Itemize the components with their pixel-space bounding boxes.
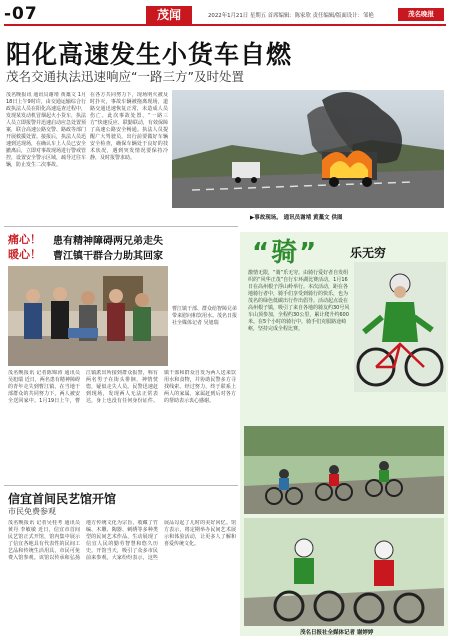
- divider: [4, 226, 238, 227]
- warm-headline-2: 曹江镇干群合力助其回家: [53, 251, 163, 262]
- museum-body: 茂名晚报讯 记者吴桂考 通讯员黄丹 李敏敏 近日，信宜市首间民艺馆正式开馆，馆内集中展示了信宜各地具有代表性的民间工艺品和传统生活用具，市民可免费入馆参观。该馆以传承和弘扬地方传统文化为宗旨，收藏了竹编、木雕、陶器、刺绣等多种类型的民间艺术作品，生动展现了信宜人民的勤劳智慧和悠久历史。开馆当天，吸引了众多市民前来参观，大家纷纷表示，这些展品勾起了儿时的美好回忆。馆方表示，将定期举办民间艺术展示和体验活动，让更多人了解和喜爱传统文化。: [8, 520, 236, 561]
- lead-subheadline: 茂名交通执法迅速响应“一路三方”及时处置: [6, 69, 244, 84]
- cyclist-portrait-illustration: [354, 262, 446, 392]
- warm-photo-caption: 曹江镇干部、群众给智障兄弟带来慰问和饮用水。茂名日报社全媒体记者 吴旭瑞: [172, 306, 238, 326]
- truck-fire-illustration: [172, 90, 444, 208]
- issue-meta: 2022年1月21日 星期五 首席编辑：陈家欣 责任编辑/版面设计：邹艳: [208, 13, 374, 19]
- cycling-riders-illustration: [244, 518, 444, 626]
- paper-logo: 茂名晚报: [398, 8, 444, 21]
- lead-photo-truck-fire: [172, 90, 444, 208]
- cycling-caption: 激情无限，“骑”乐无穷。由骑行爱好者自发组织的“风华正茂”自行车环湖比赛活动，1月16日在高州根子浮山岭举行。本次活动，距在各地骑行者中，骑手们享受到骑行的快乐，也为茂名的绿色低碳出行作出倡导。活动起点设在高州根子镇，吸引了来自各地的骑友约30号风车山顶参加，全程约30公里，累计爬升约600米。在5个小时的骑行中，骑手们克服路途崎岖，坚持完成全程比赛。: [248, 270, 350, 332]
- lead-body-col1: 茂名晚报讯 通讯员谢靖 黄藁文 1月18日上午9时许，由交通运输综合行政执法人员在阳化高速巡查过程中，发现某发动机冒烟起火小货车，执法人员立即报警并迅速启动应急处置预案，联合高速公路交警、路政等部门开展救援处置。接报后，执法人员迅速到达现场，在确认车上人员已安全撤离后，立即对事故现场进行警戒管控，设置安全警示区域，疏导过往车辆，防止发生二次事故。: [6, 92, 86, 168]
- lead-photo-credit: ▶事故现场。 通讯员谢靖 黄藁文 供图: [250, 215, 343, 221]
- divider: [4, 485, 238, 486]
- page-number: -07: [4, 4, 38, 24]
- warm-headline-1: 患有精神障碍两兄弟走失: [53, 236, 163, 247]
- tag-nuanxin: 暖心！: [8, 248, 41, 261]
- cycling-photo-rider: [354, 262, 446, 392]
- cycling-group-illustration: [244, 426, 444, 514]
- cycling-photo-group: [244, 426, 444, 514]
- cycling-headline-word: “骑”: [252, 238, 319, 268]
- museum-subheadline: 市民免费参观: [8, 507, 56, 516]
- tag-tongxin: 痛心！: [8, 233, 41, 246]
- museum-headline: 信宜首间民艺馆开馆: [8, 492, 117, 506]
- section-tag: 茂闻: [146, 6, 192, 24]
- lead-body-col2: 在各方共同努力下，现场明火被及时扑灭，事故车辆被拖离现场，道路交通迅速恢复正常，未造成人员伤亡。此次事故处置，“一路三方”快速反应、联勤联动，有效保障了高速公路安全畅通。执法人员提醒广大驾驶员，出行前要做好车辆安全检查，确保车辆处于良好的技术状况，遇到突发情况要保持冷静，及时报警求助。: [90, 92, 168, 161]
- village-visit-illustration: [8, 266, 168, 366]
- cycling-credit: 茂名日报社全媒体记者 谢婷婷: [300, 630, 374, 636]
- warm-photo-visit: [8, 266, 168, 366]
- header-rule: [4, 24, 446, 26]
- warm-body: 茂名晚报讯 记者陈锦涛 通讯员吴旭瑞 近日，两名患有精神障碍的青年走失到曹江镇，在当地干部群众的共同努力下，两人被安全送回家中。1月19日上午，曹江镇派出所接到群众报警，称有两名男子在街头徘徊，神情恍惚，疑似走失人员。民警迅速赶到现场，发现两人无法正常表达，身上也没有任何身份证件。镇干部和群众自发为两人送来饮用水和食物，并协助民警多方寻找线索。经过努力，终于联系上两人的家属，家属赶到后对各方的帮助表示衷心感谢。: [8, 370, 236, 404]
- cycling-headline-tail: 乐无穷: [350, 246, 387, 260]
- cycling-photo-riders: [244, 518, 444, 626]
- lead-headline: 阳化高速发生小货车自燃: [6, 40, 293, 69]
